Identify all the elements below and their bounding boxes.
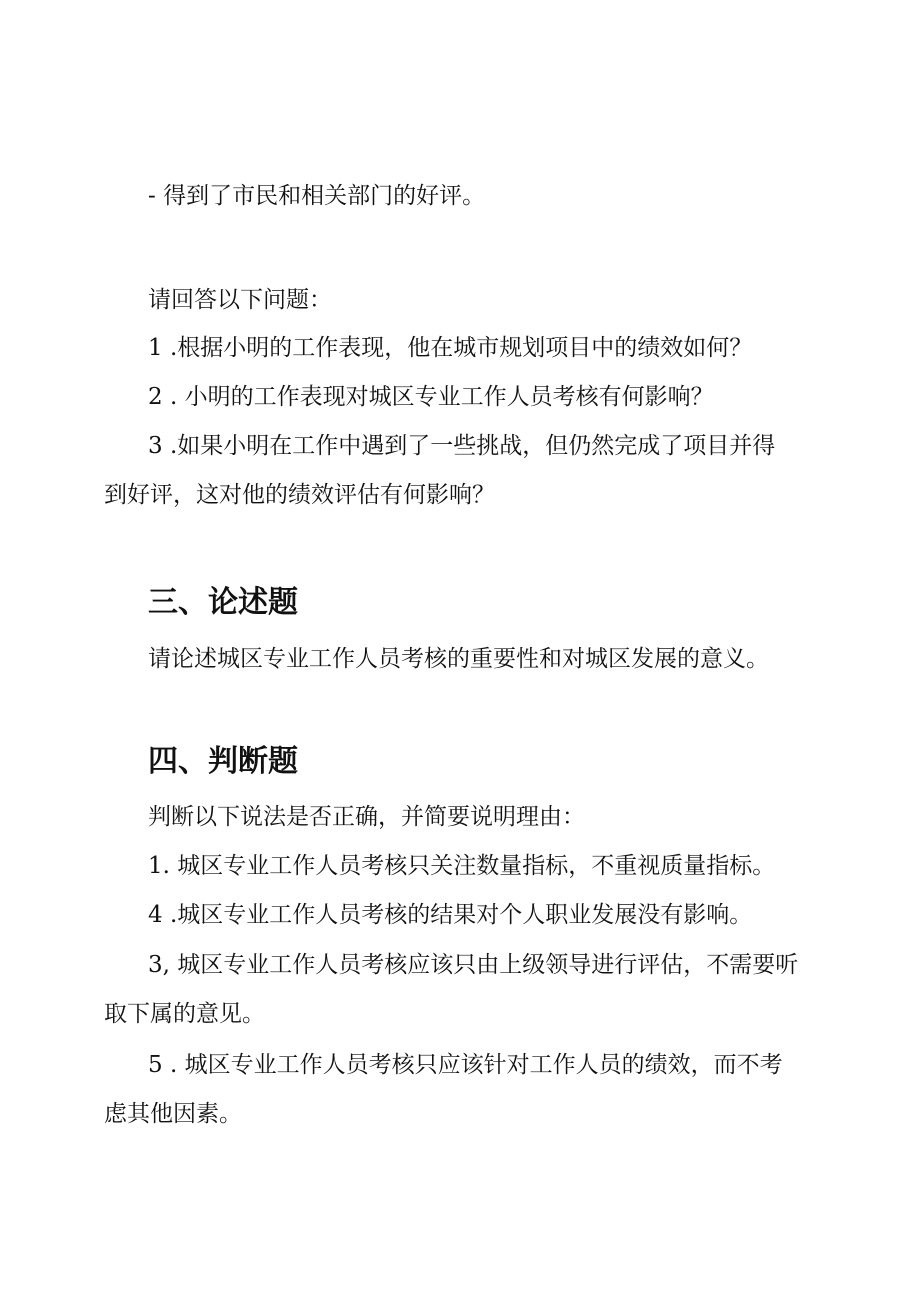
section-3-body: 请论述城区专业工作人员考核的重要性和对城区发展的意义。 [148, 646, 769, 672]
questions-prompt: 请回答以下问题： [148, 287, 332, 313]
section-3-heading: 三、论述题 [148, 585, 298, 620]
judgment-item-3-continued: 取下属的意见。 [104, 1001, 265, 1027]
judgment-item-4: 5 . 城区专业工作人员考核只应该针对工作人员的绩效，而不考 [148, 1052, 783, 1078]
bullet-line: - 得到了市民和相关部门的好评。 [148, 183, 486, 209]
question-3: 3 .如果小明在工作中遇到了一些挑战，但仍然完成了项目并得 [148, 433, 776, 459]
section-4-heading: 四、判断题 [148, 744, 298, 779]
judgment-item-1: 1. 城区专业工作人员考核只关注数量指标，不重视质量指标。 [148, 853, 776, 879]
question-3-continued: 到好评，这对他的绩效评估有何影响？ [104, 482, 495, 508]
section-4-prompt: 判断以下说法是否正确，并简要说明理由： [148, 804, 585, 830]
question-2: 2 . 小明的工作表现对城区专业工作人员考核有何影响？ [148, 384, 714, 410]
judgment-item-4-continued: 虑其他因素。 [104, 1101, 242, 1127]
judgment-item-3: 3, 城区专业工作人员考核应该只由上级领导进行评估，不需要听 [148, 952, 799, 978]
judgment-item-2: 4 .城区专业工作人员考核的结果对个人职业发展没有影响。 [148, 902, 753, 928]
question-1: 1 .根据小明的工作表现，他在城市规划项目中的绩效如何？ [148, 335, 753, 361]
